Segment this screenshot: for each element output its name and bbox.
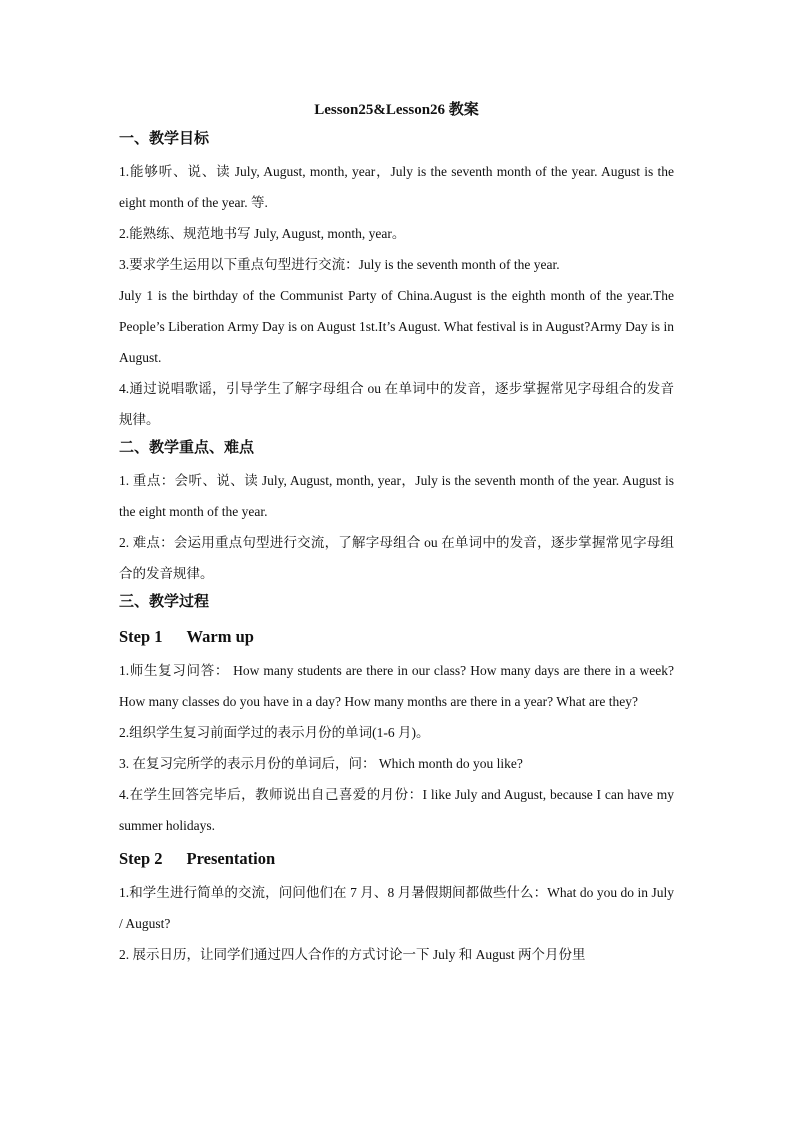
step-2-label: Step 2 [119,849,163,868]
step-1-item-2: 2.组织学生复习前面学过的表示月份的单词(1-6 月)。 [119,725,430,740]
step-2-item-1: 1.和学生进行简单的交流，问问他们在 7 月、8 月暑假期间都做些什么：What do you do in July / August? [119,885,674,931]
objective-2: 2.能熟练、规范地书写 July, August, month, year。 [119,226,406,241]
step-1-item-1: 1.师生复习问答： How many students are there in our class? How many days are there in a week? How many classes do you have in a day? How many months are there in a year? What are they? [119,663,674,709]
objective-4: 4.通过说唱歌谣，引导学生了解字母组合 ou 在单词中的发音，逐步掌握常见字母组合的发音规律。 [119,381,674,427]
step-1-label: Step 1 [119,627,163,646]
key-point: 1. 重点：会听、说、读 July, August, month, year，July is the seventh month of the year. August is the eight month of the year. [119,473,674,519]
section-heading-objectives: 一、教学目标 [119,131,210,147]
objective-1: 1.能够听、说、读 July, August, month, year，July is the seventh month of the year. August is the eight month of the year. 等. [119,164,674,210]
document-title: Lesson25&Lesson26 教案 [314,102,479,118]
step-2-name: Presentation [186,849,276,868]
step-2-item-2: 2. 展示日历，让同学们通过四人合作的方式讨论一下 July 和 August 两个月份里 [119,947,586,962]
objective-3: 3.要求学生运用以下重点句型进行交流：July is the seventh month of the year. [119,257,560,272]
objective-3-sentences: July 1 is the birthday of the Communist Party of China.August is the eighth month of the year.The People’s Liberation Army Day is on August 1st.It’s August. What festival is in August?Army Day is in August. [119,288,674,365]
step-2-heading [119,841,674,877]
lesson-plan-document [119,98,674,970]
step-1-heading [119,619,674,655]
section-heading-process: 三、教学过程 [119,594,210,610]
step-1-item-4: 4.在学生回答完毕后，教师说出自己喜爱的月份：I like July and August, because I can have my summer holidays. [119,787,674,833]
step-1-item-3: 3. 在复习完所学的表示月份的单词后，问： Which month do you like? [119,756,523,771]
section-heading-key-points: 二、教学重点、难点 [119,440,255,456]
step-1-name: Warm up [186,627,254,646]
difficult-point: 2. 难点：会运用重点句型进行交流，了解字母组合 ou 在单词中的发音，逐步掌握常见字母组合的发音规律。 [119,535,674,581]
